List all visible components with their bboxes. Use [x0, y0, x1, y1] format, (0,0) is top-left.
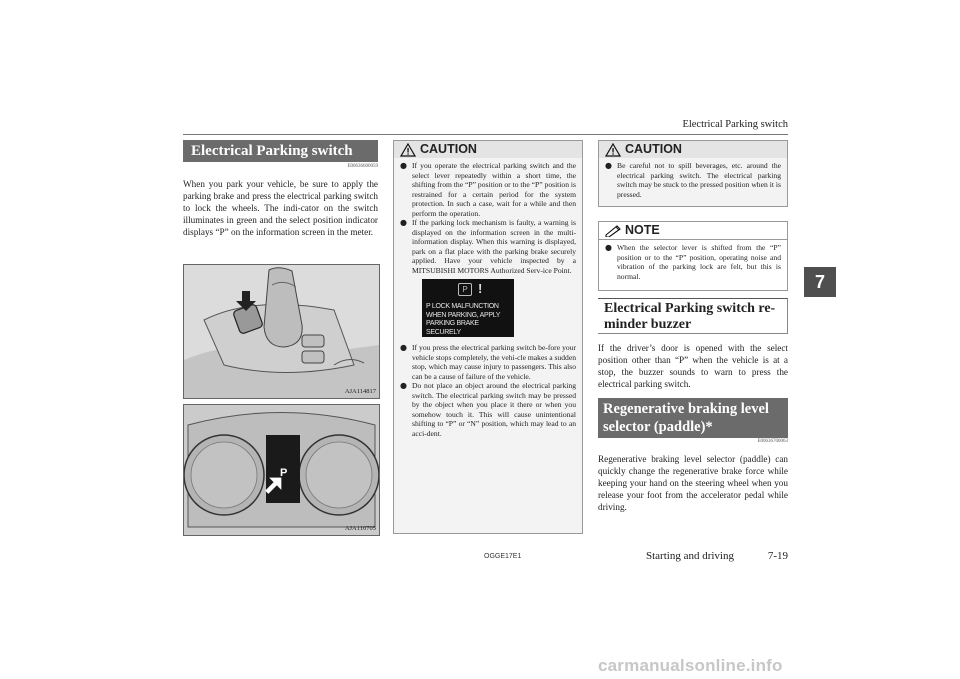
bullet-icon: ● [400, 343, 407, 352]
exclamation-icon: ! [478, 281, 483, 296]
console-illustration [184, 265, 379, 398]
note-pencil-icon [605, 224, 622, 237]
caution-heading [394, 141, 582, 158]
section-code: E00636700063 [757, 439, 788, 444]
caution-heading-text: CAUTION [420, 142, 477, 156]
caution-heading [599, 141, 787, 158]
list-item: ● Do not place an object around the electrical parking switch. The electrical parking switch may be pressed by the object when you place it there or when you somehow touch it. This will cause unintentional shifting to “P” or “N” position, which may lead to an acci-dent. [400, 381, 576, 438]
bullet-icon: ● [605, 243, 612, 252]
note-heading [599, 222, 787, 240]
parking-p-icon: P [458, 283, 472, 296]
caution-list-continued [394, 343, 582, 438]
caution-list [599, 158, 787, 199]
list-item: ● When the selector lever is shifted from the “P” position or to the “P” position, operating noise and vibration of the parking lock are felt, but this is normal. [605, 243, 781, 281]
figure-parking-switch-console [183, 264, 380, 399]
figure-meter-p-indicator [183, 404, 380, 536]
caution-list [394, 158, 582, 275]
section-title-regenerative-braking: Regenerative braking level selector (paddle)* [598, 398, 788, 438]
note-list [599, 240, 787, 281]
bullet-icon: ● [400, 161, 407, 170]
list-item: ● Be careful not to spill beverages, etc. around the electrical parking switch. The electrical parking switch may be stuck to the pressed position when it is pressed. [605, 161, 781, 199]
figure-label: AJA110705 [344, 525, 376, 532]
section-title-reminder-buzzer: Electrical Parking switch re-minder buzzer [598, 298, 788, 334]
note-heading-text: NOTE [625, 223, 660, 237]
note-box [598, 221, 788, 291]
display-message: P LOCK MALFUNCTION WHEN PARKING, APPLY PARKING BRAKE SECURELY [426, 303, 501, 336]
section-body: Regenerative braking level selector (paddle) can quickly change the regenerative brake force while keeping your hand on the steering wheel when you release your foot from the accelerator pedal while driving. [598, 454, 788, 513]
list-item: ● If the parking lock mechanism is faulty, a warning is displayed on the information screen in the multi-information display. When this warning is displayed, park on a flat place with the parking brake securely applied. Have your vehicle inspected by a MITSUBISHI MOTORS Authorized Serv-ice Point. [400, 218, 576, 275]
chapter-tab: 7 [804, 267, 836, 297]
document-code: OGGE17E1 [484, 553, 522, 560]
section-body: When you park your vehicle, be sure to apply the parking brake and press the electrical parking switch to lock the wheels. The indi-cator on the switch illuminates in green and the select position indicator displays “P” on the information screen in the meter. [183, 179, 378, 238]
running-header: Electrical Parking switch [682, 119, 788, 130]
bullet-icon: ● [605, 161, 612, 170]
list-item: ● If you operate the electrical parking switch and the select lever repeatedly within a short time, the shifting from the “P” position or to the “P” position is restrained for a certain period for the system protection. In such a case, wait for a while and then perform the operation. [400, 161, 576, 218]
p-lock-malfunction-display [422, 279, 514, 337]
footer-chapter: Starting and driving [646, 550, 734, 562]
caution-box-2 [598, 140, 788, 207]
figure-label: AJA114817 [344, 388, 376, 395]
caution-heading-text: CAUTION [625, 142, 682, 156]
bullet-icon: ● [400, 218, 407, 227]
section-body: If the driver’s door is opened with the select position other than “P” when the vehicle is at a stop, the buzzer sounds to warn to press the electrical parking switch. [598, 343, 788, 390]
caution-box [393, 140, 583, 534]
warning-triangle-icon [400, 143, 416, 157]
list-item: ● If you press the electrical parking switch be-fore your vehicle stops completely, the vehi-cle makes a sudden stop, which may cause injury to passengers. This also can be a cause of failure of the vehicle. [400, 343, 576, 381]
p-indicator-letter: P [280, 467, 288, 479]
section-title-electrical-parking-switch: Electrical Parking switch [183, 140, 378, 162]
header-rule [183, 134, 788, 135]
page-number: 7-19 [767, 550, 788, 562]
section-code: E00636600059 [347, 164, 378, 169]
bullet-icon: ● [400, 381, 407, 390]
warning-triangle-icon [605, 143, 621, 157]
watermark: carmanualsonline.info [598, 656, 783, 675]
